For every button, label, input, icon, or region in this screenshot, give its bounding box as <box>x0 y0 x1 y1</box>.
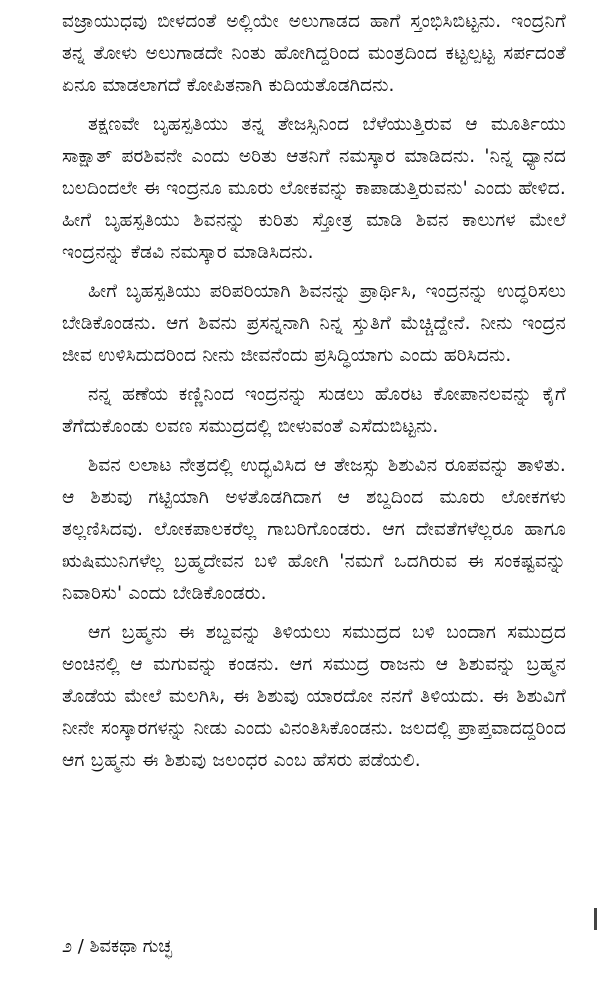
paragraph-4: ನನ್ನ ಹಣೆಯ ಕಣ್ಣಿನಿಂದ ಇಂದ್ರನನ್ನು ಸುಡಲು ಹೊರಟ ಕೋಪಾನಲವನ್ನು ಕೈಗೆ ತೆಗೆದುಕೊಂಡು ಲವಣ ಸಮುದ್ರದಲ್ಲಿ ಬೀಳುವಂತೆ ಎಸೆದುಬಿಟ್ಟನು. <box>62 384 566 437</box>
paragraph-3: ಹೀಗೆ ಬೃಹಸ್ಪತಿಯು ಪರಿಪರಿಯಾಗಿ ಶಿವನನ್ನು ಪ್ರಾರ್ಥಿಸಿ, ಇಂದ್ರನನ್ನು ಉದ್ಧರಿಸಲು ಬೇಡಿಕೊಂಡನು. ಆಗ ಶಿವನು ಪ್ರಸನ್ನನಾಗಿ ನಿನ್ನ ಸ್ತುತಿಗೆ ಮೆಚ್ಚಿದ್ದೇನೆ. ನೀನು ಇಂದ್ರನ ಜೀವ ಉಳಿಸಿದುದರಿಂದ ನೀನು ಜೀವನೆಂದು ಪ್ರಸಿದ್ಧಿಯಾಗು ಎಂದು ಹರಿಸಿದನು. <box>62 281 566 366</box>
paragraph-6: ಆಗ ಬ್ರಹ್ಮನು ಈ ಶಬ್ದವನ್ನು ತಿಳಿಯಲು ಸಮುದ್ರದ ಬಳಿ ಬಂದಾಗ ಸಮುದ್ರದ ಅಂಚಿನಲ್ಲಿ ಆ ಮಗುವನ್ನು ಕಂಡನು. ಆಗ ಸಮುದ್ರ ರಾಜನು ಆ ಶಿಶುವನ್ನು ಬ್ರಹ್ಮನ ತೊಡೆಯ ಮೇಲೆ ಮಲಗಿಸಿ, ಈ ಶಿಶುವು ಯಾರದೋ ನನಗೆ ತಿಳಿಯದು. ಈ ಶಿಶುವಿಗೆ ನೀನೇ ಸಂಸ್ಕಾರಗಳನ್ನು ನೀಡು ಎಂದು ವಿನಂತಿಸಿಕೊಂಡನು. ಜಲದಲ್ಲಿ ಪ್ರಾಪ್ತವಾದದ್ದರಿಂದ ಆಗ ಬ್ರಹ್ಮನು ಈ ಶಿಶುವು ಜಲಂಧರ ಎಂಬ ಹೆಸರು ಪಡೆಯಲಿ. <box>62 622 566 771</box>
paragraph-5: ಶಿವನ ಲಲಾಟ ನೇತ್ರದಲ್ಲಿ ಉದ್ಭವಿಸಿದ ಆ ತೇಜಸ್ಸು ಶಿಶುವಿನ ರೂಪವನ್ನು ತಾಳಿತು. ಆ ಶಿಶುವು ಗಟ್ಟಿಯಾಗಿ ಅಳತೊಡಗಿದಾಗ ಆ ಶಬ್ದದಿಂದ ಮೂರು ಲೋಕಗಳು ತಲ್ಲಣಿಸಿದವು. ಲೋಕಪಾಲಕರೆಲ್ಲ ಗಾಬರಿಗೊಂಡರು. ಆಗ ದೇವತೆಗಳೆಲ್ಲರೂ ಹಾಗೂ ಋಷಿಮುನಿಗಳೆಲ್ಲ ಬ್ರಹ್ಮದೇವನ ಬಳಿ ಹೋಗಿ 'ನಮಗೆ ಒದಗಿರುವ ಈ ಸಂಕಷ್ಟವನ್ನು ನಿವಾರಿಸು' ಎಂದು ಬೇಡಿಕೊಂಡರು. <box>62 455 566 604</box>
page-footer: ೨ / ಶಿವಕಥಾ ಗುಚ್ಛ <box>62 936 172 957</box>
paragraph-2: ತಕ್ಷಣವೇ ಬೃಹಸ್ಪತಿಯು ತನ್ನ ತೇಜಸ್ಸಿನಿಂದ ಬೆಳೆಯುತ್ತಿರುವ ಆ ಮೂರ್ತಿಯು ಸಾಕ್ಷಾತ್ ಪರಶಿವನೇ ಎಂದು ಅರಿತು ಆತನಿಗೆ ನಮಸ್ಕಾರ ಮಾಡಿದನು. 'ನಿನ್ನ ಧ್ಯಾನದ ಬಲದಿಂದಲೇ ಈ ಇಂದ್ರನೂ ಮೂರು ಲೋಕವನ್ನು ಕಾಪಾಡುತ್ತಿರುವನು' ಎಂದು ಹೇಳಿದ. ಹೀಗೆ ಬೃಹಸ್ಪತಿಯು ಶಿವನನ್ನು ಕುರಿತು ಸ್ತೋತ್ರ ಮಾಡಿ ಶಿವನ ಕಾಲುಗಳ ಮೇಲೆ ಇಂದ್ರನನ್ನು ಕೆಡವಿ ನಮಸ್ಕಾರ ಮಾಡಿಸಿದನು. <box>62 114 566 263</box>
page-edge-mark <box>594 908 597 930</box>
paragraph-1: ವಜ್ರಾಯುಧವು ಬೀಳದಂತೆ ಅಲ್ಲಿಯೇ ಅಲುಗಾಡದ ಹಾಗೆ ಸ್ತಂಭಿಸಿಬಿಟ್ಟನು. ಇಂದ್ರನಿಗೆ ತನ್ನ ತೋಳು ಅಲುಗಾಡದೇ ನಿಂತು ಹೋಗಿದ್ದರಿಂದ ಮಂತ್ರದಿಂದ ಕಟ್ಟಲ್ಪಟ್ಟ ಸರ್ಪದಂತೆ ಏನೂ ಮಾಡಲಾಗದೆ ಕೋಪಿತನಾಗಿ ಕುದಿಯತೊಡಗಿದನು. <box>62 11 566 96</box>
